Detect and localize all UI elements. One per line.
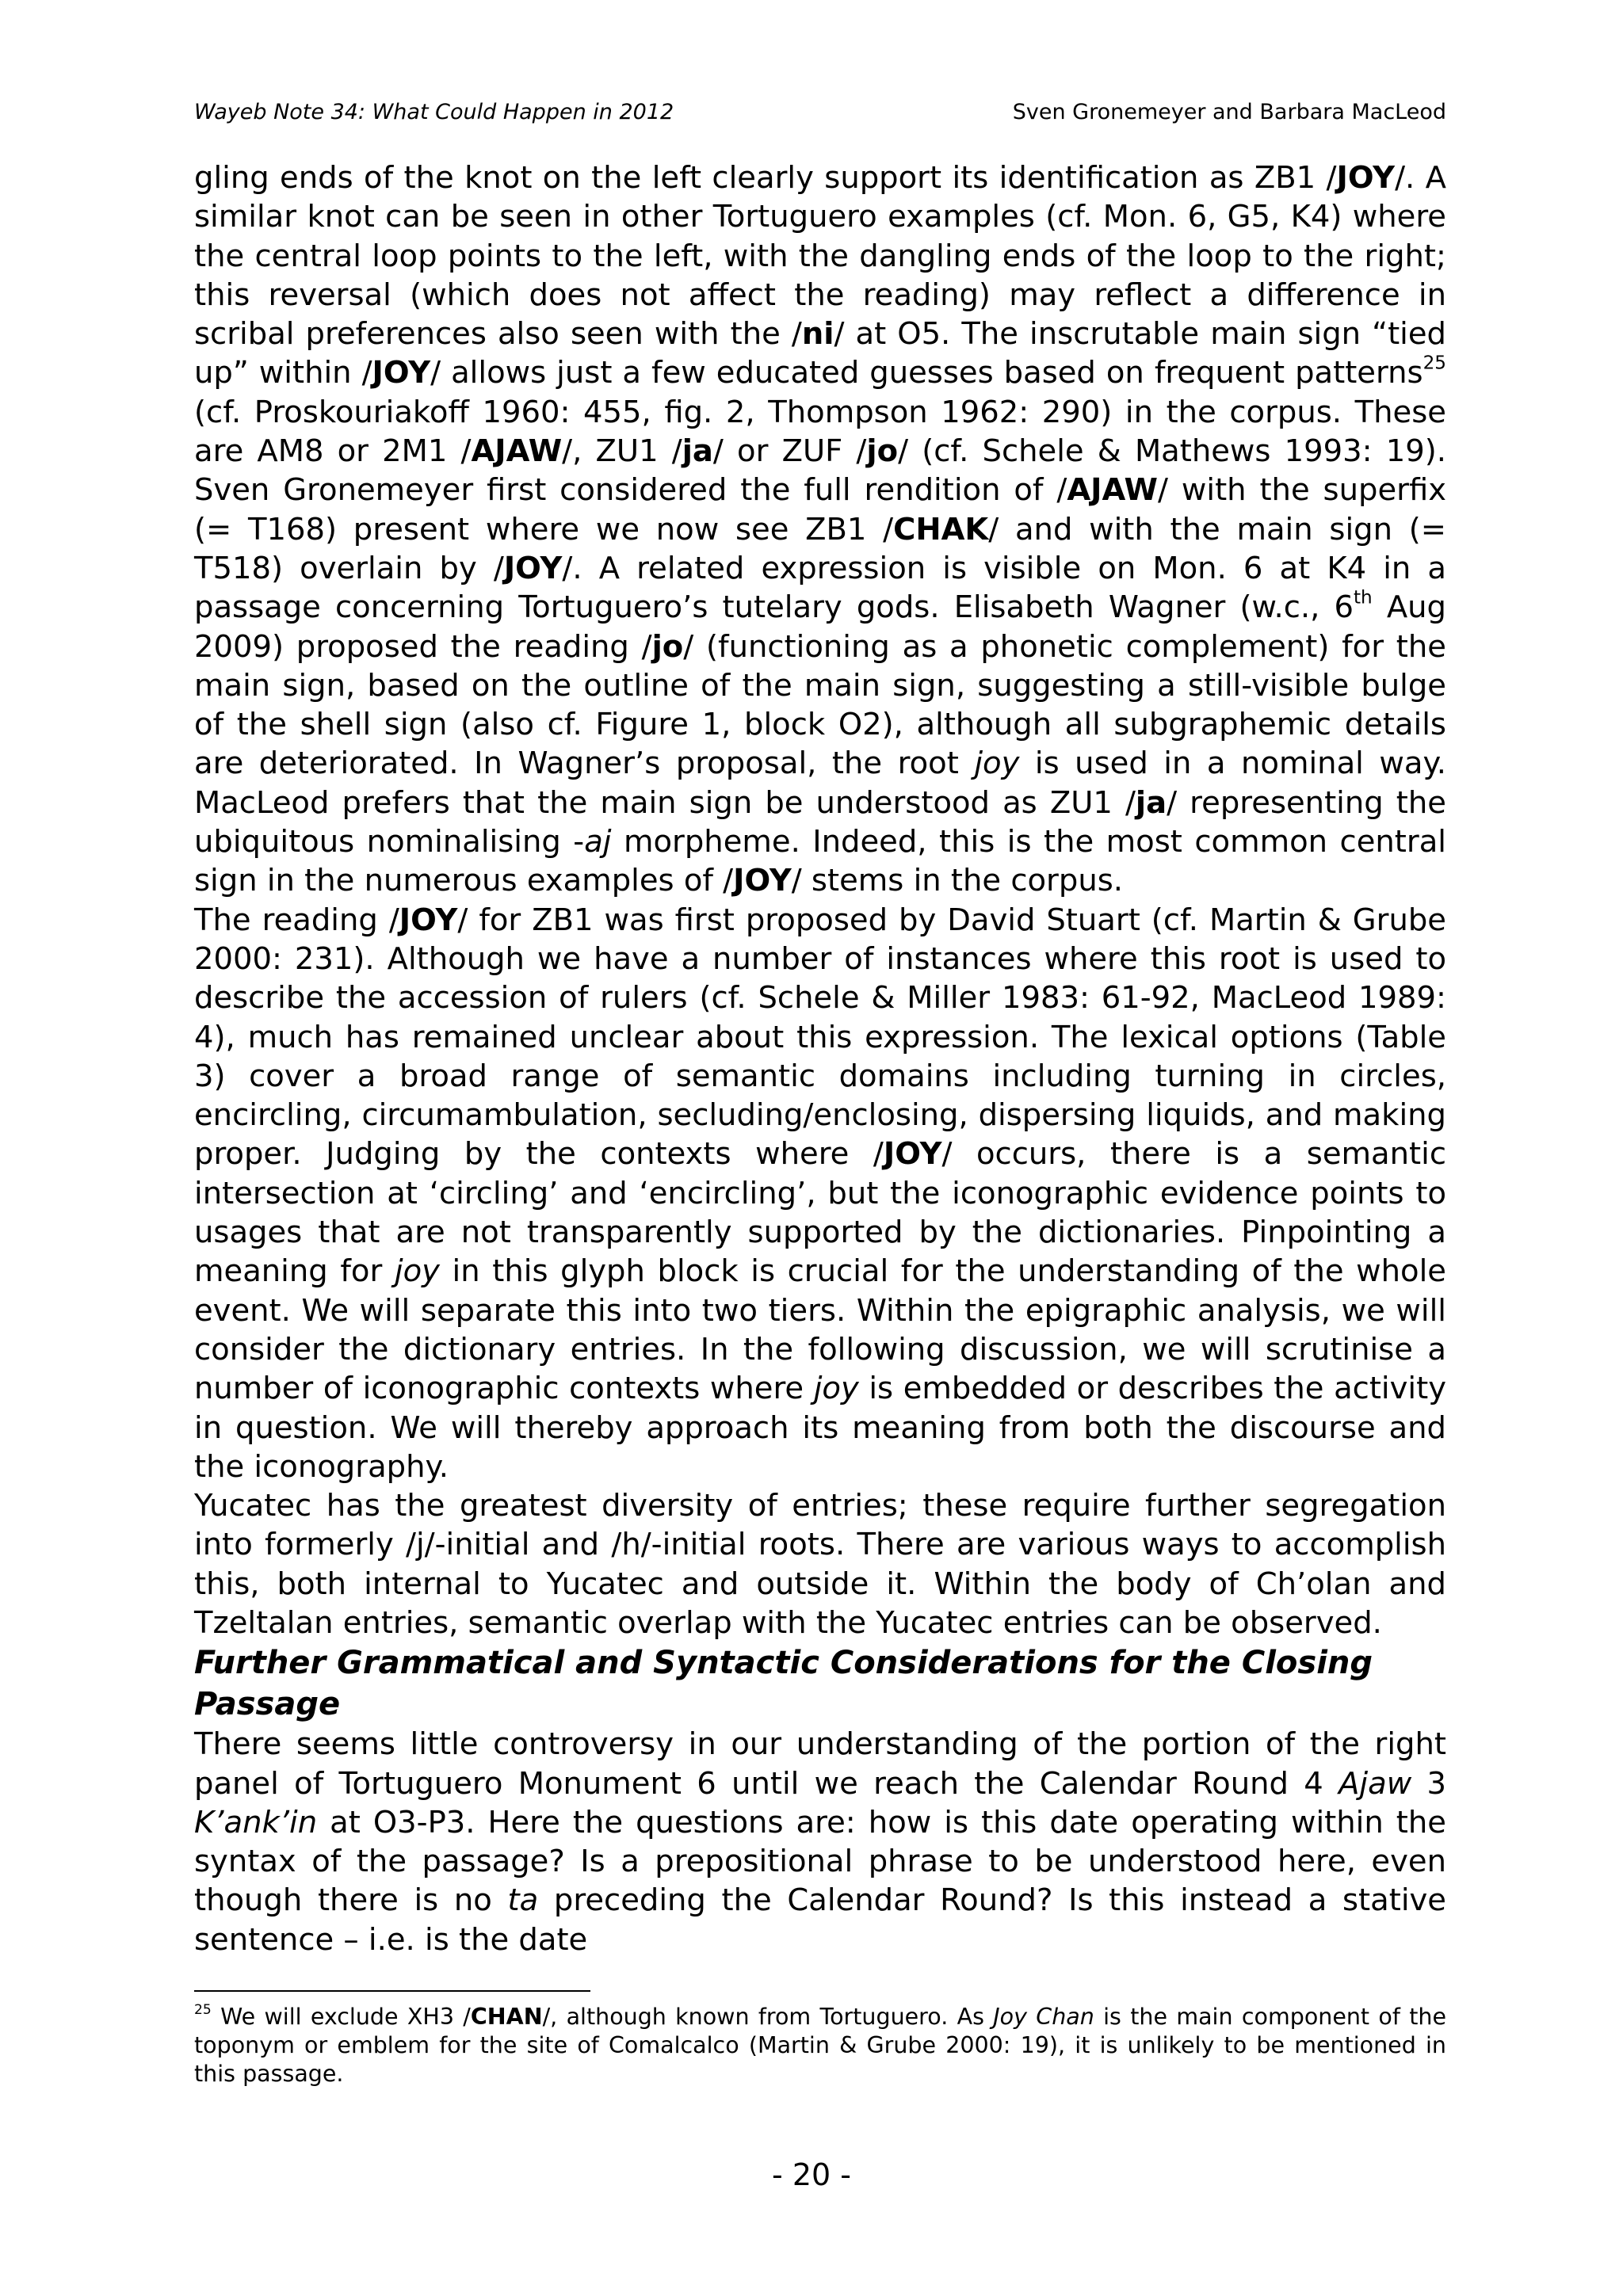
page-number: - 20 - <box>772 2157 851 2192</box>
header-authors: Sven Gronemeyer and Barbara MacLeod <box>1012 100 1446 124</box>
footnote-reference[interactable]: 25 <box>1423 353 1446 375</box>
body-text <box>194 158 1446 1959</box>
footnote-separator <box>194 1990 590 1992</box>
paragraph-3: Yucatec has the greatest diversity of entries; these require further segregation into formerly /j/-initial and /h/-initial roots. There are various ways to accomplish this, both internal to Yucatec and outside it. Within the body of Ch’olan and Tzeltalan entries, semantic overlap with the Yucatec entries can be observed. <box>194 1488 1446 1641</box>
footnote-mark: 25 <box>194 2002 212 2019</box>
header-title: Wayeb Note 34: What Could Happen in 2012 <box>194 100 674 124</box>
paragraph-2: The reading /JOY/ for ZB1 was first proposed by David Stuart (cf. Martin & Grube 2000: 231). Although we have a number of instances where this root is used to describe the accession of rulers (cf. Schele & Miller 1983: 61-92, MacLeod 1989: 4), much has remained unclear about this expression. The lexical options (Table 3) cover a broad range of semantic domains including turning in circles, encircling, circumambulation, secluding/enclosing, dispersing liquids, and making proper. Judging by the contexts where /JOY/ occurs, there is a semantic intersection at ‘circling’ and ‘encircling’, but the iconographic evidence points to usages that are not transparently supported by the dictionaries. Pinpointing a meaning for joy in this glyph block is crucial for the understanding of the whole event. We will separate this into two tiers. Within the epigraphic analysis, we will consider the dictionary entries. In the following discussion, we will scrutinise a number of iconographic contexts where joy is embedded or describes the activity in question. We will thereby approach its meaning from both the discourse and the iconography. <box>194 902 1446 1485</box>
footnote-25: $^{25}$ We will exclude XH3 /CHAN/, although known from Tortuguero. As Joy Chan is the main component of the toponym or emblem for the site of Comalcalco (Martin & Grube 2000: 19), it is unlikely to be mentioned in this passage. <box>194 2002 1446 2087</box>
paragraph-4: There seems little controversy in our understanding of the portion of the right panel of Tortuguero Monument 6 until we reach the Calendar Round 4 Ajaw 3 K’ank’in at O3-P3. Here the questions are: how is this date operating within the syntax of the passage? Is a prepositional phrase to be understood here, even though there is no ta preceding the Calendar Round? Is this instead a stative sentence – i.e. is the date <box>194 1726 1446 1958</box>
section-heading: Further Grammatical and Syntactic Considerations for the Closing Passage <box>194 1645 1373 1723</box>
paragraph-1: gling ends of the knot on the left clearly support its identification as ZB1 /JOY/. A similar knot can be seen in other Tortuguero examples (cf. Mon. 6, G5, K4) where the central loop points to the left, with the dangling ends of the loop to the right; this reversal (which does not affect the reading) may reflect a difference in scribal preferences also seen with the /ni/ at O5. The inscrutable main sign “tied up” within /JOY/ allows just a few educated guesses based on frequent patterns$^{25}$ (cf. Proskouriakoff 1960: 455, fig. 2, Thompson 1962: 290) in the corpus. These are AM8 or 2M1 /AJAW/, ZU1 /ja/ or ZUF /jo/ (cf. Schele & Mathews 1993: 19). Sven Gronemeyer first considered the full rendition of /AJAW/ with the superfix (= T168) present where we now see ZB1 /CHAK/ and with the main sign (= T518) overlain by /JOY/. A related expression is visible on Mon. 6 at K4 in a passage concerning Tortuguero’s tutelary gods. Elisabeth Wagner (w.c., 6th Aug 2009) proposed the reading /jo/ (functioning as a phonetic complement) for the main sign, based on the outline of the main sign, suggesting a still-visible bulge of the shell sign (also cf. Figure 1, block O2), although all subgraphemic details are deteriorated. In Wagner’s proposal, the root joy is used in a nominal way. MacLeod prefers that the main sign be understood as ZU1 /ja/ representing the ubiquitous nominalising -aj morpheme. Indeed, this is the most common central sign in the numerous examples of /JOY/ stems in the corpus. <box>194 160 1447 899</box>
running-header <box>194 97 1446 128</box>
